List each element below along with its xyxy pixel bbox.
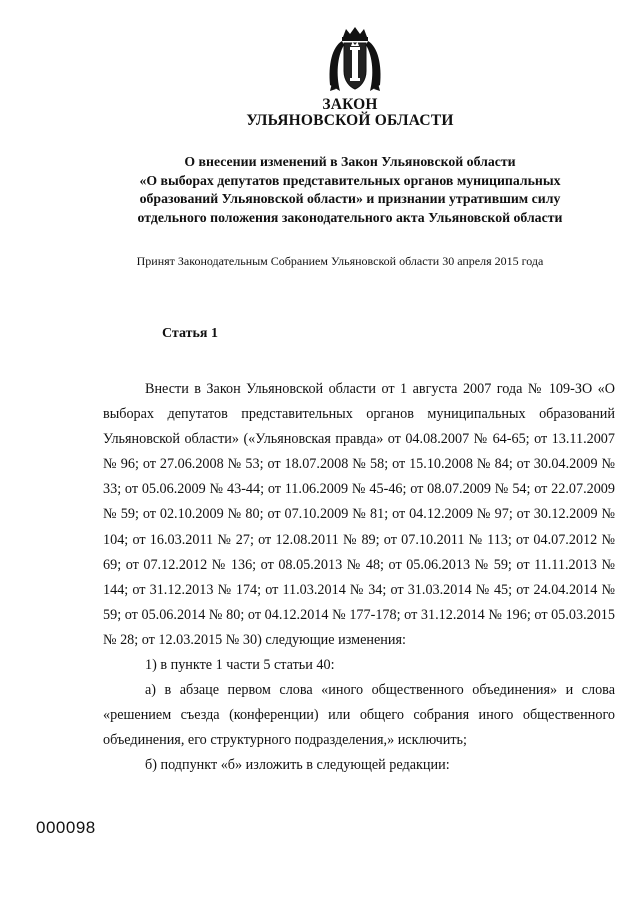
subject-line: «О выборах депутатов представительных органов муниципальных xyxy=(139,172,561,188)
article-intro-paragraph: Внести в Закон Ульяновской области от 1 августа 2007 года № 109-ЗО «О выборах депутатов представительных органов муниципальных образований Ульяновской области» («Ульяновская правда» от 04.08.2007 № 64-65; от 13.11.2007 № 96; от 27.06.2008 № 53; от 18.07.2008 № 58; от 15.10.2008 № 84; от 30.04.2009 № 33; от 05.06.2009 № 43-44; от 11.06.2009 № 45-46; от 08.07.2009 № 54; от 22.07.2009 № 59; от 02.10.2009 № 80; от 07.10.2009 № 81; от 04.12.2009 № 97; от 30.12.2009 № 104; от 16.03.2011 № 27; от 12.08.2011 № 89; от 07.10.2011 № 113; от 04.07.2012 № 69; от 07.12.2012 № 136; от 08.05.2013 № 48; от 05.06.2013 № 59; от 11.11.2013 № 144; от 31.12.2013 № 174; от 11.03.2014 № 34; от 31.03.2014 № 45; от 24.04.2014 № 59; от 05.06.2014 № 80; от 04.12.2014 № 177-178; от 31.12.2014 № 196; от 05.03.2015 № 28; от 12.03.2015 № 30) следующие изменения: xyxy=(103,381,615,648)
law-heading: ЗАКОН xyxy=(322,96,378,113)
law-subject-title xyxy=(100,153,600,227)
subject-line: образований Ульяновской области» и признании утратившим силу xyxy=(139,191,561,206)
article-title: Статья 1 xyxy=(162,326,218,341)
article-body xyxy=(103,377,615,779)
adoption-note: Принят Законодательным Собранием Ульяновской области 30 апреля 2015 года xyxy=(136,254,544,268)
article-item-1b: б) подпункт «б» изложить в следующей редакции: xyxy=(145,757,450,774)
article-item-1a: а) в абзаце первом слова «иного общественного объединения» и слова «решением съезда (конференции) или общего собрания иного общественного объединения, его структурного подразделения,» исключить; xyxy=(103,682,615,749)
page-code-stamp: 000098 xyxy=(36,818,96,837)
subject-line: О внесении изменений в Закон Ульяновской области xyxy=(184,154,516,169)
article-item-1: 1) в пункте 1 части 5 статьи 40: xyxy=(145,657,335,674)
subject-line: отдельного положения законодательного акта Ульяновской области xyxy=(137,209,563,225)
coat-of-arms-emblem xyxy=(324,25,386,95)
law-region-heading: УЛЬЯНОВСКОЙ ОБЛАСТИ xyxy=(246,112,454,129)
